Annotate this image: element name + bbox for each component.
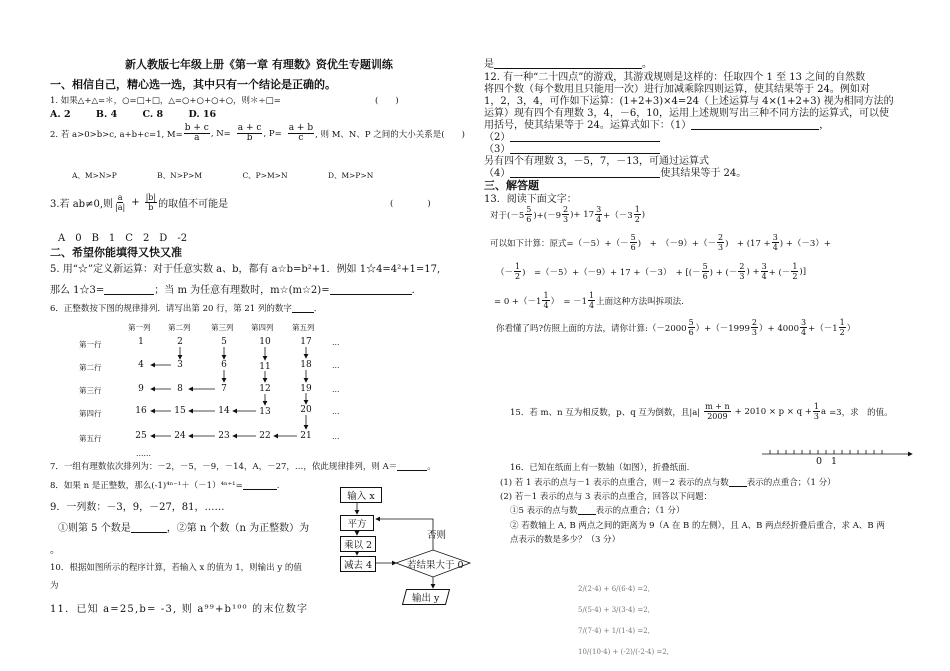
grid-cell: 10	[259, 337, 271, 347]
grid-cell: 4	[138, 360, 144, 370]
option-b: B、N>P>M	[157, 171, 203, 180]
option-c: C、P>M>N	[242, 171, 288, 180]
ask-e: ）	[846, 323, 856, 334]
question-15-suffix: =3，求 的值。	[829, 407, 893, 418]
option-c: C. 8	[142, 109, 164, 120]
question-9-text-a: ①则第 5 个数是	[58, 523, 131, 534]
grid-cell: 1	[138, 337, 144, 347]
question-9-line-1: 9．一列数：－3，9，－27，81，……	[50, 502, 225, 513]
page-title: 新人教版七年级上册《第一章 有理数》资优生专题训练	[125, 58, 393, 71]
grid-dots: …	[332, 361, 340, 370]
question-16-title: 16．已知在纸面上有一数轴（如图），折叠纸面.	[510, 463, 690, 473]
question-15-mid: + 2010 × p × q +	[734, 406, 812, 417]
grid-dots: …	[332, 338, 340, 347]
question-13-expression: 对于(－5 $\frac{5}{6}$ )+(－9 $\frac{2}{3}$ )+ 17 $\frac{3}{4}$ +（－3 $\frac{1}{2}$ )	[490, 205, 646, 224]
option-d: D、M>P>N	[327, 171, 374, 180]
question-7-text: 7．一组有理数依次排列为：－2，－5，－9，－14，A，－27，…，依此规律排列，则 A＝	[50, 462, 398, 472]
grid-cell: 15	[174, 406, 186, 416]
question-2-suffix: , 则 M、N、P 之间的大小关系是( )	[315, 129, 465, 140]
row-header-1: 第一行	[79, 340, 102, 349]
question-12-text: 用括号，使其结果等于 24。运算式如下：（1）	[484, 120, 692, 131]
option-a: A. 2	[50, 109, 71, 120]
question-5-line-1: 5. 用“☆”定义新运算：对于任意实数 a、b，都有 a☆b=b²+1．例如 1☆4=4²+1=17,	[50, 264, 441, 275]
ask-b: ）+（－1999	[695, 323, 750, 334]
question-16-line-5: 点表示的数是多少？（3 分）	[510, 535, 621, 545]
question-16-line-1	[500, 476, 836, 488]
option-d: D. 16	[188, 109, 217, 120]
fraction-n: $\frac{a + c}{b}$	[237, 123, 262, 143]
grid-cell: 18	[300, 360, 312, 370]
section-1-heading: 一、相信自己，精心选一选，其中只有一个结论是正确的。	[50, 78, 336, 91]
expr-text: 对于(－5	[490, 210, 525, 221]
faded-equation: 7/(7·4) + 1/(1·4) =2,	[578, 627, 650, 635]
punct: ．	[411, 285, 422, 296]
ask-d: +（－1	[808, 323, 838, 334]
line4c-text: 上面这种方法叫拆项法.	[596, 296, 684, 307]
question-9-text-b: ，②第 n 个数（n 为正整数）为	[166, 523, 310, 534]
question-13-title: 13．阅读下面文字：	[484, 194, 577, 205]
flow-square: 平方	[340, 515, 374, 531]
fraction-p: $\frac{a + b}{c}$	[288, 123, 314, 143]
line4b-text: ） = －1	[550, 296, 588, 307]
row-header-5: 第五行	[79, 434, 102, 443]
question-12-line-3: 1，2，3，4，可作如下运算：(1+2+3)×4=24（上述运算与 4×(1+2+3) 视为相同方法的	[484, 96, 894, 107]
option-b: B. 4	[95, 109, 118, 120]
grid-cell: 23	[218, 431, 230, 441]
faded-equation: 10/(10·4) + (-2)/(-2·4) =2,	[578, 648, 669, 656]
grid-cell: 17	[300, 337, 312, 347]
question-5-text-a: 那么 1☆3=	[50, 285, 105, 296]
q16-line3-text: ①5 表示的点与数	[510, 506, 578, 516]
faded-equation: 5/(5·4) + 3/(3·4) =2,	[578, 606, 650, 614]
q16-line1-text: (1) 若 1 表示的点与－1 表示的点重合，则－2 表示的点与数	[500, 478, 729, 488]
answer-blank[interactable]	[578, 504, 596, 515]
question-2-mid1: , N=	[210, 128, 231, 139]
col-header-4: 第四列	[251, 323, 274, 332]
question-13-ask: 你看懂了吗?仿照上面的方法，请你计算:（－2000 $\frac{5}{6}$ ）+（－1999 $\frac{2}{3}$ ）+ 4000 $\frac{3}{4}$ +（－1 $\frac{1}{2}$ ）	[496, 318, 856, 337]
fraction-m: $\frac{b + c}{a}$	[184, 123, 209, 143]
answer-blank[interactable]	[729, 476, 747, 487]
flow-times-two: 乘以 2	[340, 536, 376, 552]
question-3-prefix: 3.若 ab≠0,则	[50, 199, 114, 210]
question-2-mid2: , P=	[263, 128, 282, 139]
question-1-paren: ( )	[375, 96, 399, 106]
punct: ．	[313, 304, 323, 314]
grid-cell: 9	[138, 384, 144, 394]
fraction-a-over-abs-a: $\frac{a}{|a|}$	[115, 193, 126, 212]
question-3-suffix: 的取值不可能是	[158, 199, 229, 210]
question-3-paren: ( )	[390, 199, 431, 209]
question-11-cont-text: 是	[484, 59, 494, 70]
question-8-text: 8．如果 n 是正整数，那么(-1)⁴ⁿ⁻¹＋（－1）⁴ⁿ⁺¹=	[50, 481, 243, 491]
grid-dots: …	[332, 407, 340, 416]
grid-dots: …	[332, 432, 340, 441]
flow-else-label: 否则	[427, 530, 447, 541]
question-12-line-1: 12. 有一种“二十四点”的游戏，其游戏规则是这样的：任取四个 1 至 13 之间的自然数	[484, 72, 866, 83]
row-header-4: 第四行	[79, 409, 102, 418]
grid-cell: 24	[174, 431, 186, 441]
axis-label-1: 1	[831, 456, 838, 467]
col-header-3: 第三列	[211, 323, 234, 332]
grid-cell: 6	[221, 360, 227, 370]
option-a: A、M>N>P	[72, 171, 117, 180]
punct: 。	[642, 59, 652, 70]
grid-cell: 13	[259, 407, 271, 417]
question-16-line-2: (2) 若－1 表示的点与 3 表示的点重合，回答以下问题：	[500, 492, 713, 502]
grid-dots: …	[332, 385, 340, 394]
col-header-5: 第五列	[292, 323, 315, 332]
grid-cell: 3	[177, 360, 183, 370]
grid-cell: 2	[177, 337, 183, 347]
question-13-line-4: = 0 +（－1 $\frac{1}{4}$ ） = －1 $\frac{1}{4}$ 上面这种方法叫拆项法.	[494, 291, 684, 310]
question-6-text: 6．正整数按下图的规律排列．请写出第 20 行，第 21 列的数字	[50, 304, 292, 314]
question-11: 11．已知 a=25,b= -3, 则 a⁹⁹+b¹⁰⁰ 的末位数字	[50, 604, 309, 615]
punct: 。	[427, 462, 436, 472]
row-header-3: 第三行	[79, 386, 102, 395]
grid-cell: 14	[218, 406, 230, 416]
question-9-line-3: 。	[50, 545, 60, 556]
row-header-2: 第二行	[79, 363, 102, 372]
grid-cell: 22	[259, 431, 271, 441]
answer-label: （2）	[484, 132, 511, 143]
flow-input: 输入 x	[340, 487, 382, 503]
question-12-end: 使其结果等于 24。	[660, 168, 747, 179]
punct: ，	[819, 120, 830, 131]
question-12-line-2: 将四个数（每个数用且只能用一次）进行加减乘除四则运算，使其结果等于 24。例如对	[484, 84, 870, 95]
col-header-2: 第二列	[168, 323, 191, 332]
flow-output-label: 输出 y	[412, 593, 440, 604]
question-2-prefix: 2. 若 a>0>b>c, a+b+c=1, M=	[50, 129, 183, 140]
q16-line1-end: 表示的点重合；（1 分）	[746, 478, 836, 488]
question-3-options: A 0 B 1 C 2 D -2	[58, 233, 188, 244]
fraction-abs-b-over-b: $\frac{|b|}{b}$	[145, 193, 157, 212]
section-2-heading: 二、希望你能填得又快又准	[50, 246, 182, 259]
question-3: 3.若 ab≠0,则 $\frac{a}{|a|}$ + $\frac{|b|}{b}$ 的取值不可能是	[50, 193, 229, 212]
grid-cell: 11	[259, 362, 271, 372]
flow-minus-four: 减去 4	[340, 556, 376, 572]
grid-cell: 21	[300, 431, 312, 441]
grid-cell: 12	[259, 384, 271, 394]
q16-line3-end: 表示的点重合；（1 分）	[595, 506, 685, 516]
grid-cell: 25	[135, 431, 147, 441]
question-15: 15．若 m、n 互为相反数，p、q 互为倒数，且|a| $\frac{m + n}{2009}$ + 2010 × p × q + $\frac{1}{3}$ a =3，求 的值。	[510, 402, 893, 421]
ask-text: 你看懂了吗?仿照上面的方法，请你计算:（－2000	[496, 323, 687, 334]
ask-c: ）+ 4000	[759, 323, 799, 334]
grid-cell: 20	[300, 405, 312, 415]
punct: .	[276, 481, 280, 491]
calc-text: 可以如下计算：原式=（－5）+（－	[490, 238, 629, 249]
grid-cell: 8	[177, 384, 183, 394]
flow-decision-label: 若结果大于 0	[407, 560, 464, 571]
question-12-line-4: 运算）现有四个有理数 3，4，－6，10，运用上述规则写出三种不同方法的运算式，可以使	[484, 108, 889, 119]
question-13-line-3: （－ $\frac{1}{2}$ ) =（－5）+（－9）+ 17 +（－3） + [(－ $\frac{5}{6}$ ) + (－ $\frac{2}{3}$ ) + $\frac{3}{4}$ + (－ $\frac{1}{2}$ )]	[496, 262, 807, 281]
grid-cell: 5	[221, 337, 227, 347]
faded-equation: 2/(2·4) + 6/(6·4) =2,	[578, 585, 650, 593]
question-16-line-3	[510, 504, 685, 516]
section-3-heading: 三、解答题	[484, 179, 539, 192]
grid-cell: 19	[300, 384, 312, 394]
line4-text: = 0 +（－1	[494, 296, 542, 307]
axis-label-0: 0	[816, 456, 823, 467]
line3-text: =（－5）+（－9）+ 17 +（－3） + [(－	[533, 267, 701, 278]
col-header-1: 第一列	[128, 323, 151, 332]
answer-label: （4）	[484, 168, 511, 179]
answer-label: （3）	[484, 144, 511, 155]
question-1-text: 1. 如果△+△=＊，○=□+□，△=○+○+○+○，则＊÷□=	[50, 96, 281, 106]
question-12-line-extra: 另有四个有理数 3，－5，7，－13，可通过运算式	[484, 156, 709, 167]
grid-cell: 16	[135, 406, 147, 416]
question-15-prefix: 15．若 m、n 互为相反数，p、q 互为倒数，且|a|	[510, 407, 701, 418]
question-13-calc: 可以如下计算：原式=（－5）+（－ $\frac{5}{6}$ ) + （－9）+（－ $\frac{2}{3}$ ) + (17 + $\frac{3}{4}$ ) +（－3）+	[490, 233, 831, 252]
question-10-line-1: 10．根据如图所示的程序计算，若输入 x 的值为 1，则输出 y 的值	[50, 563, 302, 573]
question-5-text-b: ；当 m 为任意有理数时，m☆(m☆2)=	[154, 285, 330, 296]
grid-dots-vertical: ……	[136, 449, 151, 458]
grid-cell: 7	[221, 384, 227, 394]
question-10-line-2: 为	[50, 581, 59, 591]
question-16-line-4: ② 若数轴上 A, B 两点之间的距离为 9（A 在 B 的左侧），且 A、B 两点经折叠后重合，求 A、B 两	[510, 521, 885, 531]
